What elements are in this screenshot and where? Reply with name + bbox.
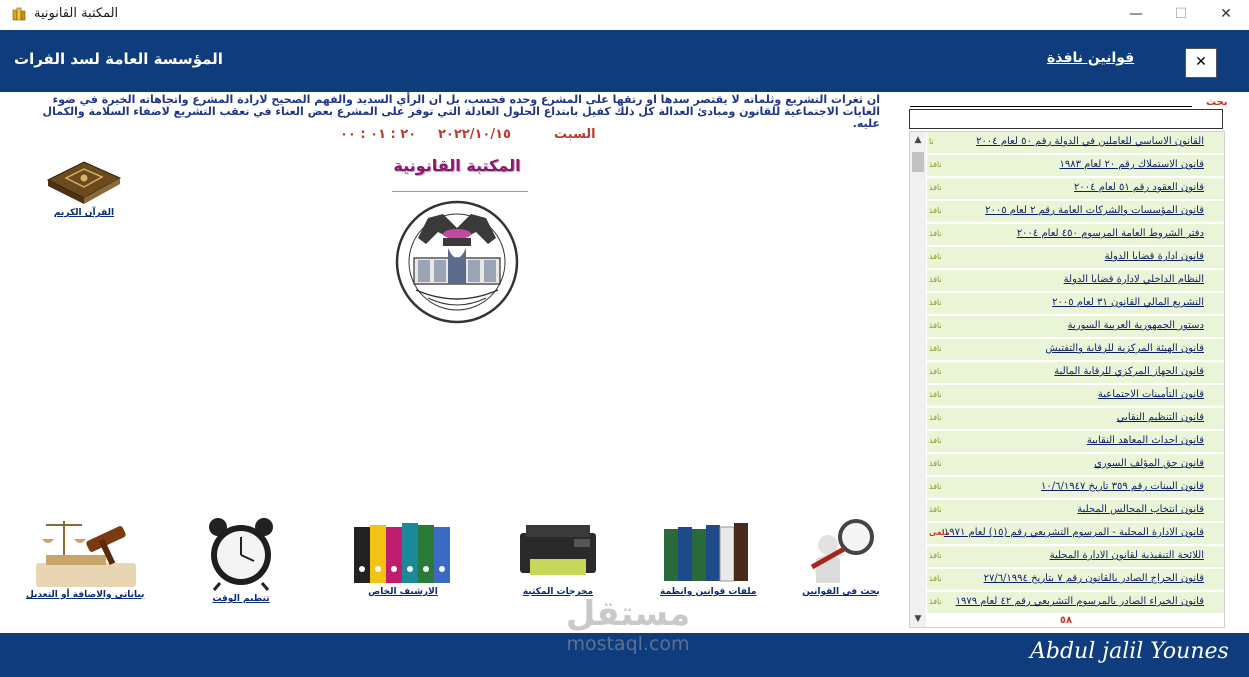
printer-icon (516, 515, 600, 583)
law-status: نافذ (929, 160, 942, 169)
law-row[interactable] (927, 155, 1224, 176)
justice-scales-gavel-icon (34, 515, 138, 589)
law-row[interactable] (927, 270, 1224, 291)
laws-list (909, 131, 1225, 628)
law-title-link[interactable]: دفتر الشروط العامة المرسوم ٤٥٠ لعام ٢٠٠٤ (1016, 228, 1204, 239)
divider (392, 191, 528, 192)
law-row[interactable] (927, 500, 1224, 521)
law-title-link[interactable]: قانون الاستملاك رقم ٢٠ لعام ١٩٨٣ (1059, 159, 1204, 170)
search-underline (910, 106, 1192, 107)
tile-my-data-label[interactable]: بياناتي والاضافة أو التعديل (26, 590, 145, 600)
tile-time-management[interactable] (196, 515, 286, 615)
date-time-line (340, 127, 596, 147)
law-status: ملغى (929, 528, 950, 537)
tile-search-laws[interactable] (796, 515, 886, 615)
organization-name: المؤسسة العامة لسد الفرات (14, 50, 223, 68)
law-title-link[interactable]: قانون الهيئة المركزية للرقابة والتفتيش (1045, 343, 1204, 354)
law-title-link[interactable]: قانون الجهاز المركزي للرقابة المالية (1054, 366, 1204, 377)
time-value: ٢٠ : ٠١ : ٠٠ (340, 127, 417, 142)
law-status: نافذ (929, 298, 942, 307)
law-row[interactable] (927, 247, 1224, 268)
law-status: نافذ (929, 183, 942, 192)
law-row[interactable] (927, 224, 1224, 245)
law-status: نافذ (929, 574, 942, 583)
law-status: نافذ (929, 482, 942, 491)
law-status: نافذ (929, 252, 942, 261)
app-header (0, 30, 1249, 92)
law-status: نافذ (929, 275, 942, 284)
law-status: نافذ (929, 551, 942, 560)
law-status: نافذ (929, 436, 942, 445)
minimize-button[interactable]: — (1129, 6, 1143, 22)
maximize-button[interactable]: ☐ (1174, 6, 1188, 22)
law-title-link[interactable]: قانون احداث المعاهد النقابية (1086, 435, 1204, 446)
alarm-clock-icon (198, 515, 284, 591)
law-title-link[interactable]: قانون البينات رقم ٣٥٩ تاريخ ١٠/٦/١٩٤٧ (1041, 481, 1204, 492)
tile-laws-files-label[interactable]: ملفات قوانين وانظمة (660, 587, 757, 597)
law-row[interactable] (927, 431, 1224, 452)
law-row[interactable] (927, 569, 1224, 590)
window-title: المكتبة القانونية (34, 6, 119, 21)
search-input[interactable] (909, 109, 1223, 129)
law-status: نافذ (929, 206, 942, 215)
law-title-link[interactable]: قانون التنظيم النقابي (1116, 412, 1204, 423)
magnifier-person-icon (798, 515, 884, 585)
tile-search-label[interactable]: بحث في القوانين (802, 587, 880, 597)
law-row[interactable] (927, 477, 1224, 498)
law-status: نافذ (929, 459, 942, 468)
windows-laws-menu[interactable]: قوانين نافذة (1047, 50, 1135, 66)
law-status: نافذ (929, 390, 942, 399)
law-title-link[interactable]: النظام الداخلي لادارة قضايا الدولة (1063, 274, 1204, 285)
law-row[interactable] (927, 454, 1224, 475)
law-status: نافذ (929, 229, 942, 238)
close-window-button[interactable]: ✕ (1220, 6, 1232, 22)
watermark-arabic: مستقل (565, 594, 691, 634)
laws-count: ٥٨ (1059, 615, 1073, 626)
mostaql-watermark (548, 595, 708, 655)
archive-binders-icon (662, 515, 750, 583)
law-title-link[interactable]: قانون التأمينات الاجتماعية (1097, 389, 1204, 400)
law-status: نافذ (929, 413, 942, 422)
law-title-link[interactable]: قانون العقود رقم ٥١ لعام ٢٠٠٤ (1074, 182, 1204, 193)
tile-time-label[interactable]: تنظيم الوقت (212, 594, 270, 604)
tile-archive-label[interactable]: الارشيف الخاص (368, 587, 438, 597)
law-title-link[interactable]: قانون الحراج الصادر بالقانون رقم ٧ بتاريخ ٢٧/٦/١٩٩٤ (983, 573, 1204, 584)
law-title-link[interactable]: قانون حق المؤلف السوري (1094, 458, 1204, 469)
tile-my-data[interactable] (26, 515, 145, 615)
law-row[interactable] (927, 408, 1224, 429)
law-status: نا (929, 137, 934, 146)
quran-book-icon[interactable] (44, 156, 124, 206)
tile-outputs-label[interactable]: مخرجات المكتبة (522, 587, 594, 597)
binders-icon (352, 515, 454, 585)
author-signature: Abdul jalil Younes (1030, 639, 1229, 664)
law-title-link[interactable]: قانون انتخاب المجالس المحلية (1077, 504, 1204, 515)
law-title-link[interactable]: قانون ادارة قضايا الدولة (1104, 251, 1204, 262)
law-row[interactable] (927, 293, 1224, 314)
quran-label[interactable]: القرآن الكريم (53, 208, 115, 218)
dam-logo-icon (388, 198, 526, 326)
books-icon (12, 7, 26, 21)
scroll-thumb[interactable] (912, 152, 924, 172)
close-form-button[interactable]: ✕ (1185, 48, 1217, 78)
law-title-link[interactable]: دستور الجمهورية العربية السورية (1067, 320, 1204, 331)
law-status: نافذ (929, 505, 942, 514)
law-status: نافذ (929, 344, 942, 353)
law-row[interactable] (927, 523, 1224, 544)
search-label: بحث (1206, 97, 1228, 108)
law-row[interactable] (927, 201, 1224, 222)
law-title-link[interactable]: التشريع المالي القانون ٣١ لعام ٢٠٠٥ (1052, 297, 1204, 308)
law-row[interactable] (927, 316, 1224, 337)
scroll-down-arrow-icon[interactable]: ▼ (914, 614, 922, 624)
law-row[interactable] (927, 339, 1224, 360)
law-title-link[interactable]: قانون الخبراء الصادر بالمرسوم التشريعي رقم ٤٢ لعام ١٩٧٩ (955, 596, 1204, 607)
day-name: السبت (554, 127, 596, 142)
law-row[interactable] (927, 546, 1224, 567)
intro-text: ان ثغرات التشريع وثلماته لا يقتصر سدها او رتقها على المشرع وحده فحسب، بل ان الرأي السديد والفهم الصحيح لارادة المشرع واتجاهاته الخيرة في ضوء الغايات الاجتماعية للقانون ومبادئ العدالة كل ذلك كفيل بابتداع الحلول العادلة التي توفر على المشرع بعض العناء في تعقب التشريع لاضفاء السلامة والكمال عليه. (42, 93, 880, 130)
law-status: نافذ (929, 367, 942, 376)
law-row[interactable] (927, 132, 1224, 153)
law-status: نافذ (929, 597, 942, 606)
watermark-latin: mostaql.com (566, 633, 690, 655)
law-status: نافذ (929, 321, 942, 330)
date-value: ٢٠٢٢/١٠/١٥ (438, 127, 511, 142)
law-row[interactable] (927, 362, 1224, 383)
library-title: المكتبة القانونية (393, 156, 521, 175)
law-title-link[interactable]: القانون الاساسي للعاملين في الدولة رقم ٥٠ لعام ٢٠٠٤ (976, 136, 1204, 147)
scroll-up-arrow-icon[interactable]: ▲ (914, 135, 922, 145)
law-row[interactable] (927, 178, 1224, 199)
window-titlebar (0, 0, 1249, 31)
law-row[interactable] (927, 592, 1224, 613)
list-scrollbar[interactable] (910, 132, 926, 627)
law-row[interactable] (927, 385, 1224, 406)
law-title-link[interactable]: قانون المؤسسات والشركات العامة رقم ٢ لعام ٢٠٠٥ (985, 205, 1204, 216)
tile-private-archive[interactable] (352, 515, 454, 615)
law-title-link[interactable]: قانون الادارة المحلية - المرسوم التشريعي رقم (١٥) لعام ١٩٧١ (943, 527, 1204, 538)
laws-rows (927, 132, 1224, 627)
law-title-link[interactable]: اللائحة التنفيذية لقانون الادارة المحلية (1049, 550, 1204, 561)
